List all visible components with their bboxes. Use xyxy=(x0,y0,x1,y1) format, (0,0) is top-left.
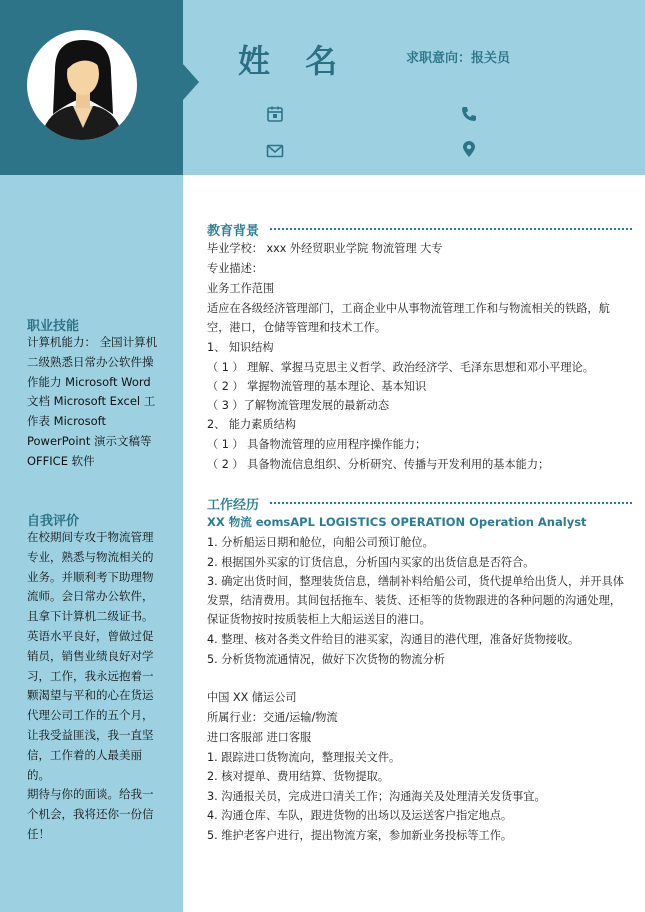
edu-line: 适应在各级经济管理部门，工商企业中从事物流管理工作和与物流相关的铁路，航空，港口，仓储等管理和技术工作。 xyxy=(207,302,610,334)
self-eval-title: 自我评价 xyxy=(27,514,80,529)
job1-line: 5. 分析货物流通情况，做好下次货物的物流分析 xyxy=(207,653,445,666)
work-divider xyxy=(270,502,632,504)
self-eval-text xyxy=(27,528,162,845)
job-intent: 求职意向：报关员 xyxy=(406,51,511,66)
self-eval-closing: 期待与你的面谈。给我一个机会，我将还你一份信任！ xyxy=(27,787,154,841)
job2-line: 所属行业：交通/运输/物流 xyxy=(207,711,338,724)
edu-line: 专业描述： xyxy=(207,262,263,275)
edu-line: 毕业学校： xxx 外经贸职业学院 物流管理 大专 xyxy=(207,242,443,255)
job2-line: 中国 XX 储运公司 xyxy=(207,691,297,704)
job2-line: 4. 沟通仓库、车队，跟进货物的出场以及运送客户指定地点。 xyxy=(207,809,513,822)
job2-line: 2. 核对提单、费用结算、货物提取。 xyxy=(207,770,390,783)
edu-line: 1、 知识结构 xyxy=(207,341,274,354)
edu-line: 业务工作范围 xyxy=(207,282,275,295)
header-arrow-right xyxy=(183,64,199,100)
job1-line: 3. 确定出货时间，整理装货信息，缮制补料给船公司，货代提单给出货人，并开具体发票，结清费用。其间包括拖车、装货、还柜等的货物跟进的各种问题的沟通处理，保证货物按时按质装柜上大船运送目的港口。 xyxy=(207,575,624,626)
work-title: 工作经历 xyxy=(207,498,260,513)
avatar xyxy=(27,30,137,140)
job1-header: XX 物流 eomsAPL LOGISTICS OPERATION Operation Analyst xyxy=(207,515,587,529)
calendar-icon xyxy=(266,105,284,123)
job2-line: 3. 沟通报关员，完成进口清关工作；沟通海关及处理清关发货事宜。 xyxy=(207,790,546,803)
self-eval-paragraph: 在校期间专攻于物流管理专业，熟悉与物流相关的业务。并顺利考下助理物流师。会日常办公软件，且拿下计算机二级证书。英语水平良好，曾做过促销员，销售业绩良好对学习，工作，我永远抱着一颗渴望与平和的心在货运代理公司工作的五个月，让我受益匪浅，我一直坚信，工作着的人最美丽的。 xyxy=(27,530,154,782)
location-icon xyxy=(460,140,478,158)
edu-line: 2、 能力素质结构 xyxy=(207,418,296,431)
education-title: 教育背景 xyxy=(207,224,260,239)
job2-line: 1. 跟踪进口货物流向，整理报关文件。 xyxy=(207,751,401,764)
education-divider xyxy=(270,228,632,230)
phone-icon xyxy=(460,105,478,123)
job2-line: 进口客服部 进口客服 xyxy=(207,731,312,744)
edu-line: （ 1 ） 具备物流管理的应用程序操作能力； xyxy=(207,438,427,451)
avatar-illustration xyxy=(27,30,137,140)
skills-title: 职业技能 xyxy=(27,319,80,334)
edu-line: （ 2 ） 具备物流信息组织、分析研究、传播与开发利用的基本能力； xyxy=(207,458,550,471)
job1-line: 2. 根据国外买家的订货信息，分析国内买家的出货信息是否符合。 xyxy=(207,556,535,569)
candidate-name: 姓 名 xyxy=(238,42,350,80)
skills-text: 计算机能力： 全国计算机二级熟悉日常办公软件操作能力 Microsoft Word 文档 Microsoft Excel 工作表 Microsoft PowerPoint 演示文稿等 OFFICE 软件 xyxy=(27,335,158,468)
edu-line: （ 2 ） 掌握物流管理的基本理论、基本知识 xyxy=(207,380,427,393)
job1-line: 4. 整理、核对各类文件给目的港买家，沟通目的港代理，准备好货物接收。 xyxy=(207,633,580,646)
mail-icon xyxy=(266,142,284,160)
edu-line: （ 3 ）了解物流管理发展的最新动态 xyxy=(207,399,390,412)
job2-line: 5. 维护老客户进行，提出物流方案，参加新业务投标等工作。 xyxy=(207,829,513,842)
job1-line: 1. 分析船运日期和舱位，向船公司预订舱位。 xyxy=(207,536,434,549)
edu-line: （ 1 ） 理解、掌握马克思主义哲学、政治经济学、毛泽东思想和邓小平理论。 xyxy=(207,361,594,374)
